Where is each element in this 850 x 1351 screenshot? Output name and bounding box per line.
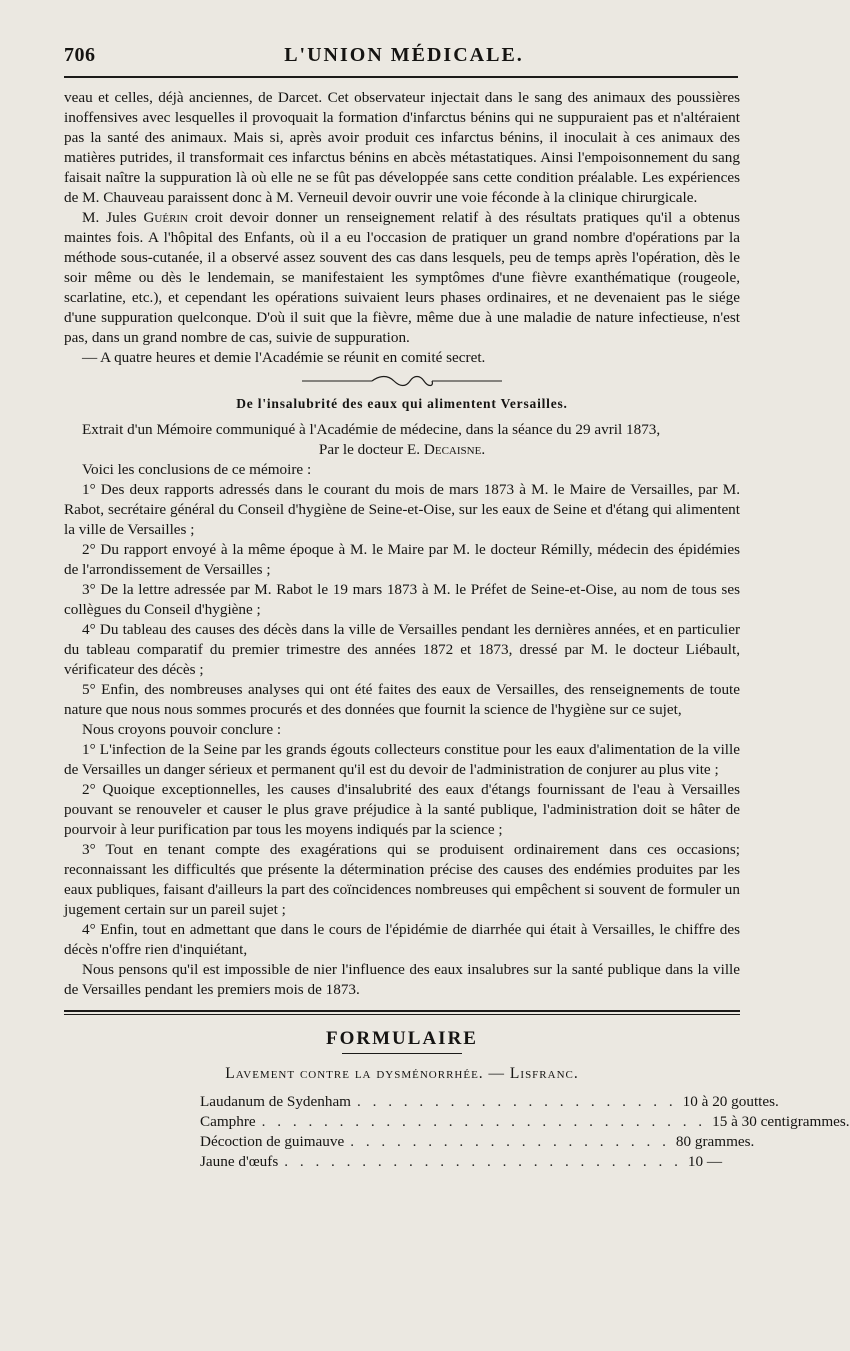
recipe-item: Jaune d'œufs . . . . . . . . . . . . . . . . . . . . . . . . . . 10 —	[200, 1153, 723, 1170]
source-item: 1° Des deux rapports adressés dans le courant du mois de mars 1873 à M. le Maire de Versailles, par M. Rabot, secrétaire général du Conseil d'hygiène de Seine-et-Oise, sur les eaux de Seine et d'étang qui alimentent la ville de Versailles ;	[64, 481, 740, 538]
recipe-title: Lavement contre la dysménorrhée. — Lisfranc.	[225, 1065, 579, 1082]
conclusion-item: 3° Tout en tenant compte des exagérations qui se produisent ordinairement dans ces occasions; reconnaissant les difficultés que présente la détermination précise des causes des endémies produites par les eaux publiques, faisant d'ailleurs la part des coïncidences nombreuses qui empêchent si souvent de formuler un jugement certain sur un pareil sujet ;	[64, 841, 740, 918]
recipe-item: Décoction de guimauve . . . . . . . . . . . . . . . . . . . . . 80 grammes.	[200, 1133, 755, 1150]
paragraph-chauveau: veau et celles, déjà anciennes, de Darcet. Cet observateur injectait dans le sang des animaux des poussières inoffensives avec lesquelles il provoquait la formation d'infarctus bénins qui ne suppuraient pas et n'altéraient pas la santé des animaux. Mais si, après avoir produit ces infarctus bénins, il inoculait à ces animaux des matières putrides, il transformait ces infarctus bénins en abcès métastatiques. Ainsi l'empoisonnement du sang faisait naître la suppuration là où elle ne se fût pas développée sans cette condition préalable. Les expériences de M. Chauveau paraissent donc à M. Verneuil devoir ouvrir une voie féconde à la clinique chirurgicale.	[64, 89, 740, 206]
formulaire-rule	[342, 1053, 462, 1054]
section-double-rule	[64, 1010, 740, 1015]
conclude-intro: Nous croyons pouvoir conclure :	[82, 721, 282, 738]
header-rule	[64, 76, 738, 78]
running-title: L'UNION MÉDICALE.	[284, 44, 524, 66]
conclusions-intro: Voici les conclusions de ce mémoire :	[82, 461, 312, 478]
ornament-divider	[64, 374, 740, 388]
formulaire-heading: FORMULAIRE	[326, 1028, 478, 1049]
conclusion-item: 4° Enfin, tout en admettant que dans le cours de l'épidémie de diarrhée qui était à Versailles, le chiffre des décès n'offre rien d'inquiétant,	[64, 921, 740, 958]
conclusion-item: 1° L'infection de la Seine par les grands égouts collecteurs constitue pour les eaux d'alimentation de la ville de Versailles un danger sérieux et permanent qu'il est du devoir de l'administration de conjurer au plus vite ;	[64, 741, 740, 778]
final-paragraph: Nous pensons qu'il est impossible de nier l'influence des eaux insalubres sur la santé publique dans la ville de Versailles pendant les premiers mois de 1873.	[64, 961, 740, 998]
article-author: Par le docteur E. Decaisne.	[318, 441, 486, 458]
paragraph-guerin: M. Jules Guérin croit devoir donner un renseignement relatif à des résultats pratiques qu'il a obtenus maintes fois. A l'hôpital des Enfants, où il a eu l'occasion de pratiquer un grand nombre d'opérations par la méthode sous-cutanée, il a observé assez souvent des cas dans lesquels, peu de temps après l'opération, dès le soir même ou dès le lendemain, se manifestaient les symptômes d'une fièvre exanthématique (rougeole, scarlatine, etc.), et cependant les opérations suivaient leurs phases ordinaires, et ne devenaient pas le siége d'une suppuration quelconque. D'où il suit que la fièvre, même due à une maladie de nature infectieuse, n'est pas, dans un grand nombre de cas, suivie de suppuration.	[64, 209, 740, 346]
paragraph-comite-secret: — A quatre heures et demie l'Académie se réunit en comité secret.	[82, 349, 486, 366]
article-title: De l'insalubrité des eaux qui alimentent Versailles.	[236, 396, 568, 411]
page-number: 706	[64, 44, 96, 66]
conclusion-item: 2° Quoique exceptionnelles, les causes d'insalubrité des eaux d'étangs fournissant de l'eau à Versailles pouvant se renouveler et causer le plus grave préjudice à la santé publique, l'administration doit se hâter de pourvoir à leur purification par tous les moyens indiqués par la science ;	[64, 781, 740, 838]
source-item: 5° Enfin, des nombreuses analyses qui ont été faites des eaux de Versailles, des renseignements de toute nature que nous nous sommes procurés et des données que fournit la science de l'hygiène sur ce sujet,	[64, 681, 740, 718]
author-name-guerin: Guérin	[143, 209, 189, 226]
source-item: 4° Du tableau des causes des décès dans la ville de Versailles pendant les dernières années, et en particulier du tableau comparatif du premier trimestre des années 1872 et 1873, dressé par M. le docteur Liébault, vérificateur des décès ;	[64, 621, 740, 678]
article-extract: Extrait d'un Mémoire communiqué à l'Académie de médecine, dans la séance du 29 avril 1873,	[82, 421, 661, 438]
recipe-item: Camphre . . . . . . . . . . . . . . . . . . . . . . . . . . . . . 15 à 30 centigrammes.	[200, 1113, 850, 1130]
recipe-item: Laudanum de Sydenham . . . . . . . . . . . . . . . . . . . . . 10 à 20 gouttes.	[200, 1093, 779, 1110]
text-column	[64, 88, 850, 1172]
source-item: 2° Du rapport envoyé à la même époque à M. le Maire par M. le docteur Rémilly, médecin des épidémies de l'arrondissement de Versailles ;	[64, 541, 740, 578]
source-item: 3° De la lettre adressée par M. Rabot le 19 mars 1873 à M. le Préfet de Seine-et-Oise, au nom de tous ses collègues du Conseil d'hygiène ;	[64, 581, 740, 618]
